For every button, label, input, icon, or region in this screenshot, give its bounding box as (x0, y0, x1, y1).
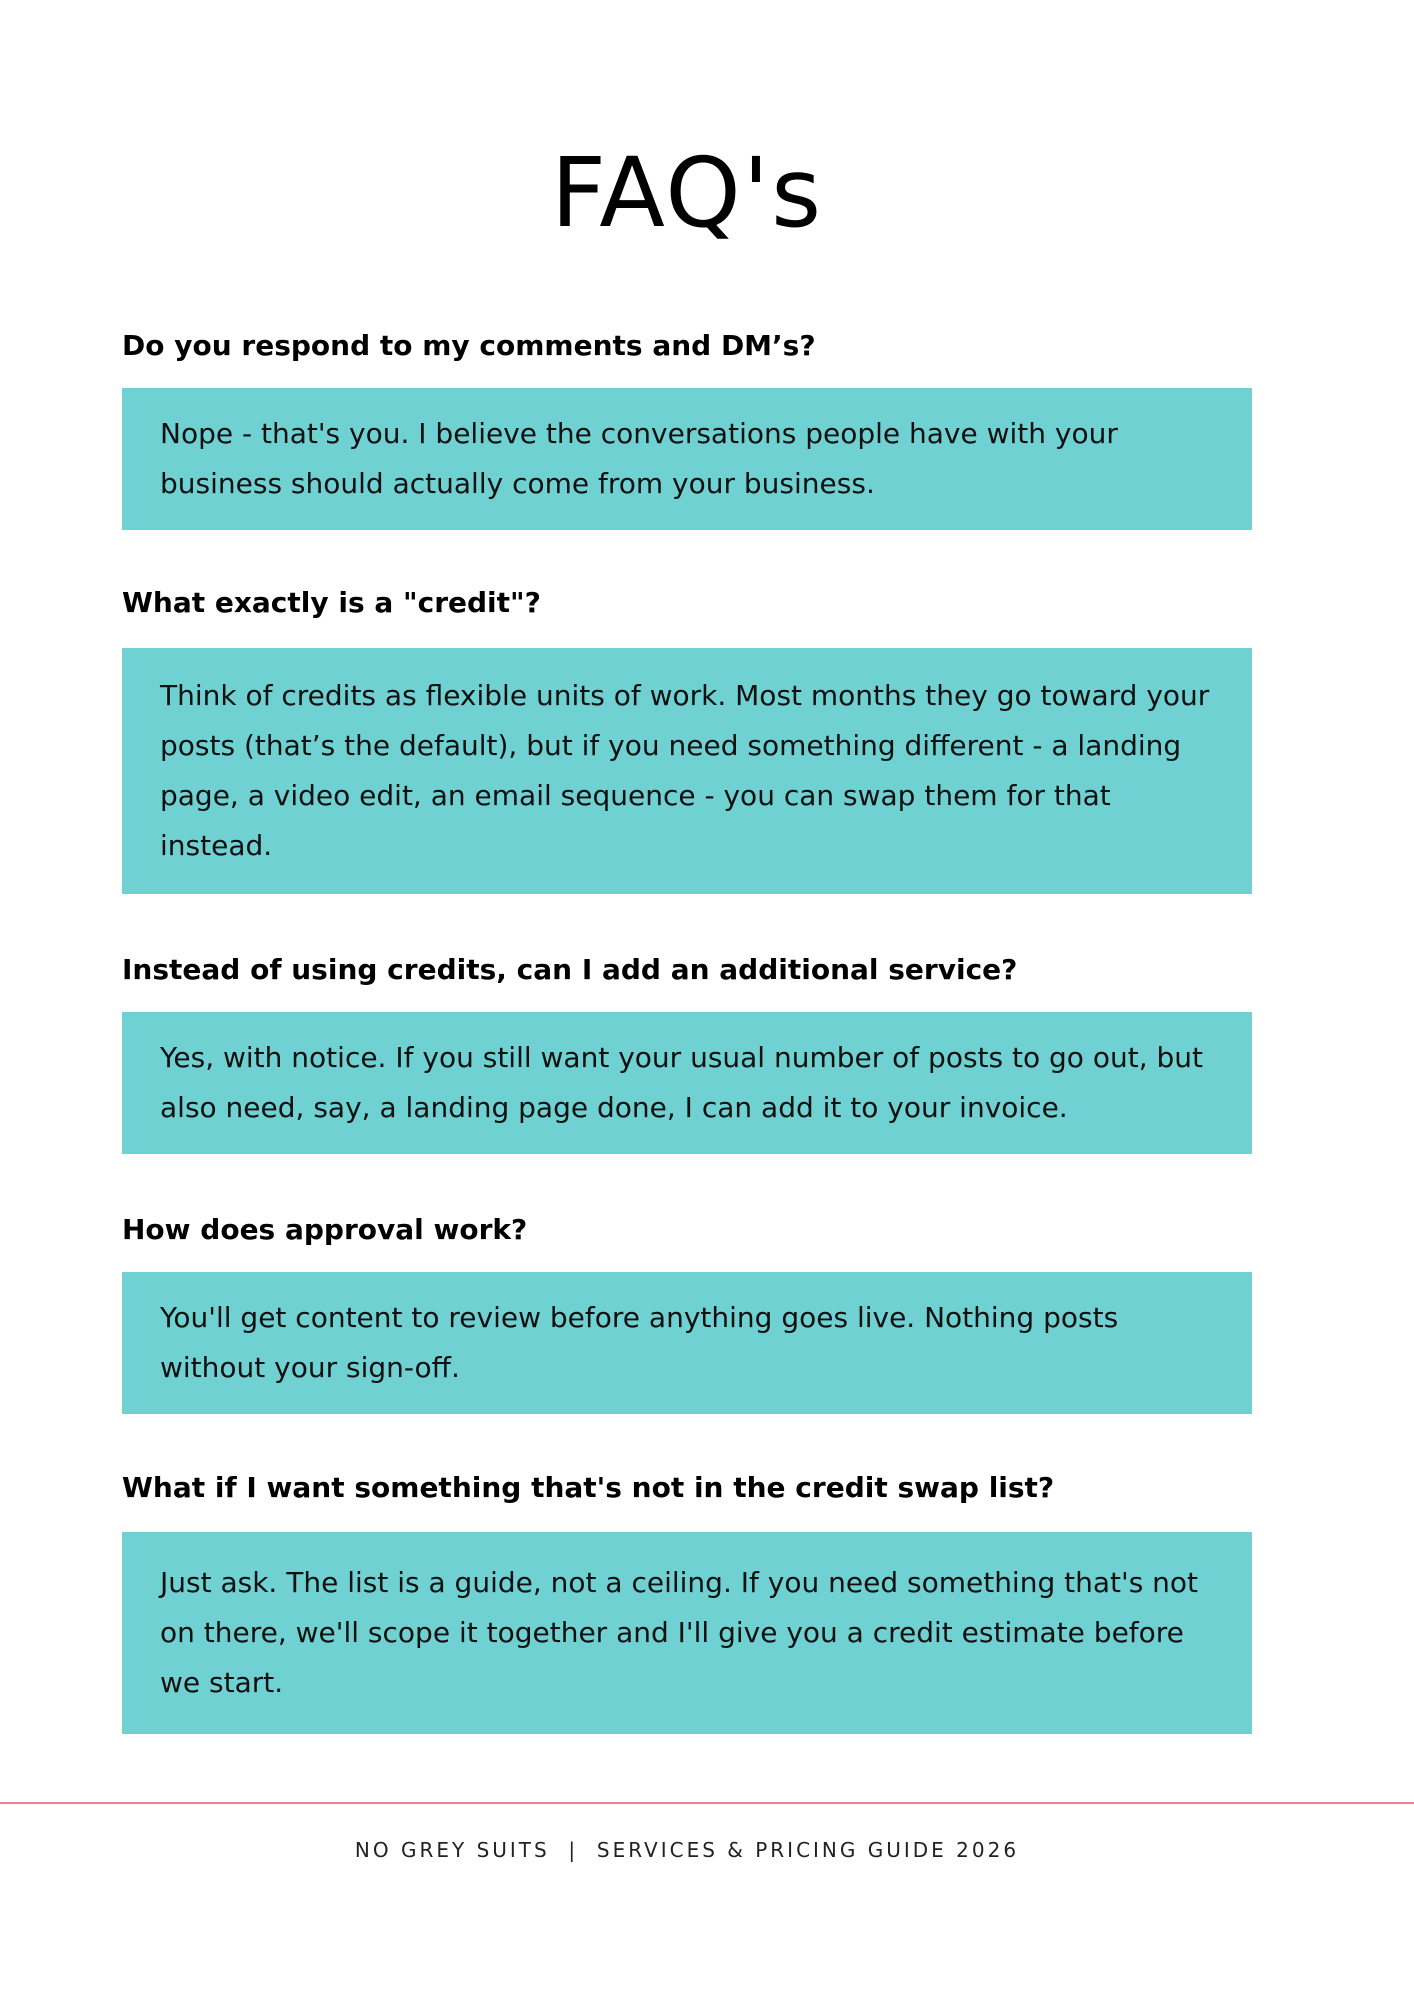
page-title: FAQ's (550, 137, 824, 249)
footer-divider (0, 1802, 1414, 1804)
faq-answer-text-3: Yes, with notice. If you still want your usual number of posts to go out, but also need, say, a landing page done, I can add it to your invoice. (160, 1041, 1203, 1124)
faq-answer-3 (122, 1012, 1252, 1154)
faq-answer-text-2: Think of credits as flexible units of work. Most months they go toward your posts (that’s the default), but if you need something different - a landing page, a video edit, an email sequence - you can swap them for that instead. (160, 679, 1210, 862)
faq-question-2: What exactly is a "credit"? (122, 586, 541, 619)
faq-answer-text-4: You'll get content to review before anything goes live. Nothing posts without your sign-off. (160, 1301, 1119, 1384)
faq-answer-1 (122, 388, 1252, 530)
faq-answer-2 (122, 648, 1252, 894)
faq-answer-4 (122, 1272, 1252, 1414)
faq-question-5: What if I want something that's not in the credit swap list? (122, 1471, 1055, 1504)
faq-answer-5 (122, 1532, 1252, 1734)
faq-question-1: Do you respond to my comments and DM’s? (122, 329, 816, 362)
faq-question-3: Instead of using credits, can I add an additional service? (122, 953, 1018, 986)
faq-answer-text-5: Just ask. The list is a guide, not a ceiling. If you need something that's not on there, we'll scope it together and I'll give you a credit estimate before we start. (160, 1566, 1199, 1699)
faq-answer-text-1: Nope - that's you. I believe the conversations people have with your business should actually come from your business. (160, 417, 1118, 500)
faq-question-4: How does approval work? (122, 1213, 528, 1246)
footer-text: NO GREY SUITS | SERVICES & PRICING GUIDE 2026 (354, 1838, 1020, 1862)
